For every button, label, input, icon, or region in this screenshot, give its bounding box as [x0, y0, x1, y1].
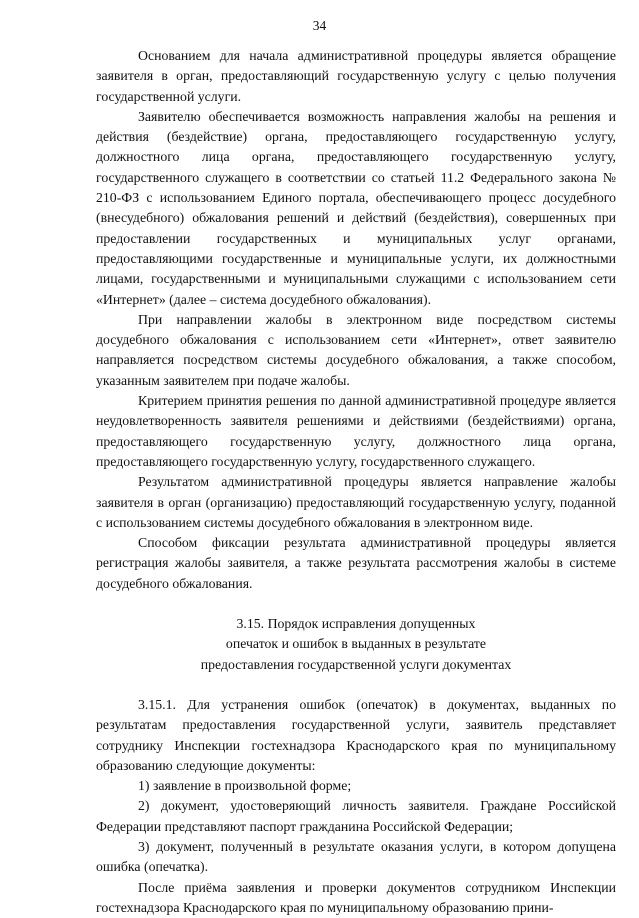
paragraph-basis: Основанием для начала административной процедуры является обращение заявителя в орган, предоставляющий государственную услугу с целью получения государственной услуги. [96, 48, 616, 104]
paragraph-after-acceptance: После приёма заявления и проверки документов сотрудником Инспекции гостехнадзора Краснодарского края по муниципальному образованию прини- [96, 879, 616, 915]
section-heading-line-1: 3.15. Порядок исправления допущенных [236, 616, 476, 632]
paragraph-decision-criterion: Критерием принятия решения по данной административной процедуре является неудовлетворенность заявителя решениями и действиями (бездействиями) органа, предоставляющего государственную услугу, должностного лица органа, предоставляющего государственную услугу, государственного служащего. [96, 393, 616, 469]
section-heading-line-2: опечаток и ошибок в выданных в результате [225, 636, 487, 652]
list-item-erroneous-document: 3) документ, полученный в результате оказания услуги, в котором допущена ошибка (опечатка). [96, 838, 616, 875]
page-number: 34 [312, 18, 327, 33]
paragraph-electronic-complaint: При направлении жалобы в электронном виде посредством системы досудебного обжалования с использованием сети «Интернет», ответ заявителю направляется посредством системы досудебного обжалования, а также способом, указанным заявителем при подаче жалобы. [96, 311, 616, 388]
paragraph-procedure-result: Результатом административной процедуры является направление жалобы заявителя в орган (организацию) предоставляющий государственную услугу, поданной с использованием системы досудебного обжалования в электронном виде. [96, 474, 616, 530]
paragraph-error-correction: 3.15.1. Для устранения ошибок (опечаток) в документах, выданных по результатам предоставления государственной услуги, заявитель представляет сотруднику Инспекции гостехнадзора Краснодарского края по муниципальному образованию следующие документы: [96, 696, 616, 773]
paragraph-fixation-method: Способом фиксации результата административной процедуры является регистрация жалобы заявителя, а также результата рассмотрения жалобы в системе досудебного обжалования. [96, 535, 616, 591]
section-heading [96, 614, 616, 675]
paragraph-complaint-possibility: Заявителю обеспечивается возможность направления жалобы на решения и действия (бездействие) органа, предоставляющего государственную услугу, должностного лица органа, предоставляющего государственную услугу, государственного служащего в соответствии со статьей 11.2 Федерального закона № 210-ФЗ с использованием Единого портала, обеспечивающего процесс досудебного (внесудебного) обжалования решений и действий (бездействия), совершенных при предоставлении государственных и муниципальных услуг органами, предоставляющими государственные и муниципальные услуги, их должностными лицами, государственными и муниципальными служащими с использованием сети «Интернет» (далее – система досудебного обжалования). [96, 108, 616, 307]
section-heading-line-3: предоставления государственной услуги документах [200, 656, 512, 672]
list-item-identity-document: 2) документ, удостоверяющий личность заявителя. Граждане Российской Федерации представляют паспорт гражданина Российской Федерации; [96, 798, 616, 834]
document-body [96, 46, 616, 918]
list-item-application: 1) заявление в произвольной форме; [138, 778, 352, 794]
